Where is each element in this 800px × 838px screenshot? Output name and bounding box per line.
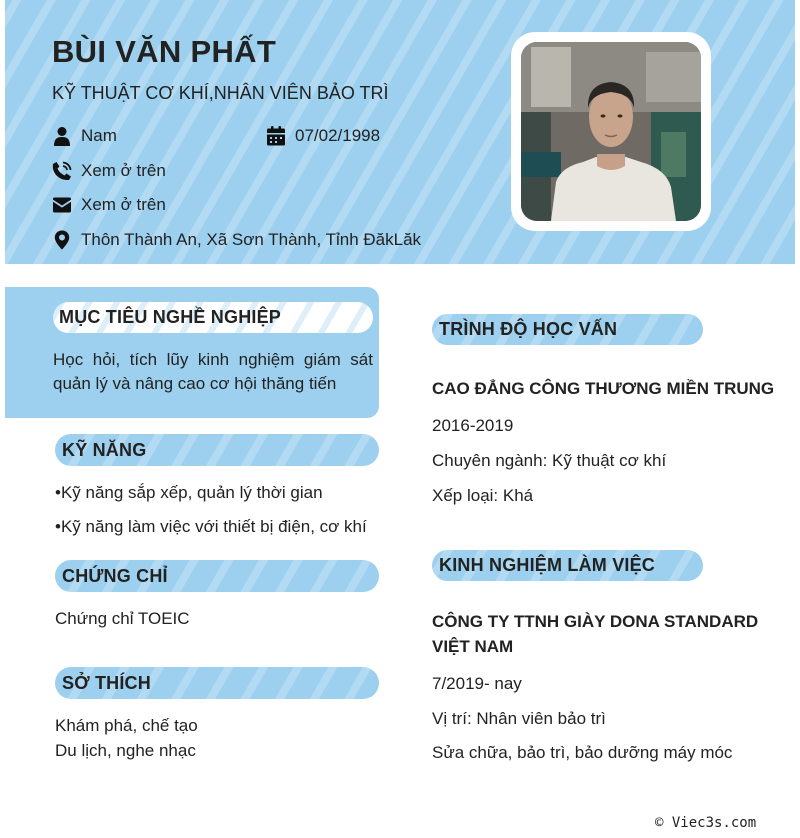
header-banner (5, 0, 795, 264)
profile-photo (521, 42, 701, 221)
calendar-icon (266, 126, 286, 146)
certificate-item: Chứng chỉ TOEIC (55, 609, 190, 628)
location-pin-icon (52, 230, 72, 250)
objective-text: Học hỏi, tích lũy kinh nghiệm giám sát quản lý và nâng cao cơ hội thăng tiến (53, 350, 373, 393)
gender-row (52, 126, 117, 146)
company-name-line1: CÔNG TY TTNH GIÀY DONA STANDARD (432, 612, 759, 631)
skill-item: •Kỹ năng sắp xếp, quản lý thời gian (55, 483, 323, 502)
phone-value: Xem ở trên (81, 161, 166, 180)
certificates-heading: CHỨNG CHỈ (55, 560, 379, 592)
address-row (52, 230, 421, 250)
phone-icon (52, 161, 72, 181)
school-name: CAO ĐẲNG CÔNG THƯƠNG MIỀN TRUNG (432, 379, 775, 398)
hobby-item: Du lịch, nghe nhạc (55, 741, 196, 760)
email-value: Xem ở trên (81, 195, 166, 214)
phone-row (52, 161, 166, 181)
objective-heading: MỤC TIÊU NGHỀ NGHIỆP (53, 302, 373, 333)
envelope-icon (52, 195, 72, 215)
gender-value: Nam (81, 126, 117, 145)
hobbies-heading: SỞ THÍCH (55, 667, 379, 699)
job-title: KỸ THUẬT CƠ KHÍ,NHÂN VIÊN BẢO TRÌ (52, 83, 389, 103)
profile-photo-frame (511, 32, 711, 231)
education-major: Chuyên ngành: Kỹ thuật cơ khí (432, 451, 667, 470)
experience-heading: KINH NGHIỆM LÀM VIỆC (432, 550, 703, 581)
birthday-value: 07/02/1998 (295, 126, 381, 145)
hobby-item: Khám phá, chế tạo (55, 716, 198, 735)
skills-heading: KỸ NĂNG (55, 434, 379, 466)
skill-item: •Kỹ năng làm việc với thiết bị điện, cơ khí (55, 517, 367, 536)
footer-credit: © Viec3s.com (655, 815, 757, 831)
education-heading: TRÌNH ĐỘ HỌC VẤN (432, 314, 703, 345)
education-grade: Xếp loại: Khá (432, 486, 534, 505)
education-period: 2016-2019 (432, 416, 514, 435)
experience-position: Vị trí: Nhân viên bảo trì (432, 709, 606, 728)
experience-period: 7/2019- nay (432, 674, 522, 693)
candidate-name: BÙI VĂN PHẤT (52, 34, 277, 69)
user-icon (52, 126, 72, 146)
address-value: Thôn Thành An, Xã Sơn Thành, Tỉnh ĐăkLăk (81, 230, 422, 249)
experience-duties: Sửa chữa, bảo trì, bảo dưỡng máy móc (432, 743, 733, 762)
birthday-row (266, 126, 380, 146)
company-name-line2: VIỆT NAM (432, 637, 514, 656)
email-row (52, 195, 166, 215)
